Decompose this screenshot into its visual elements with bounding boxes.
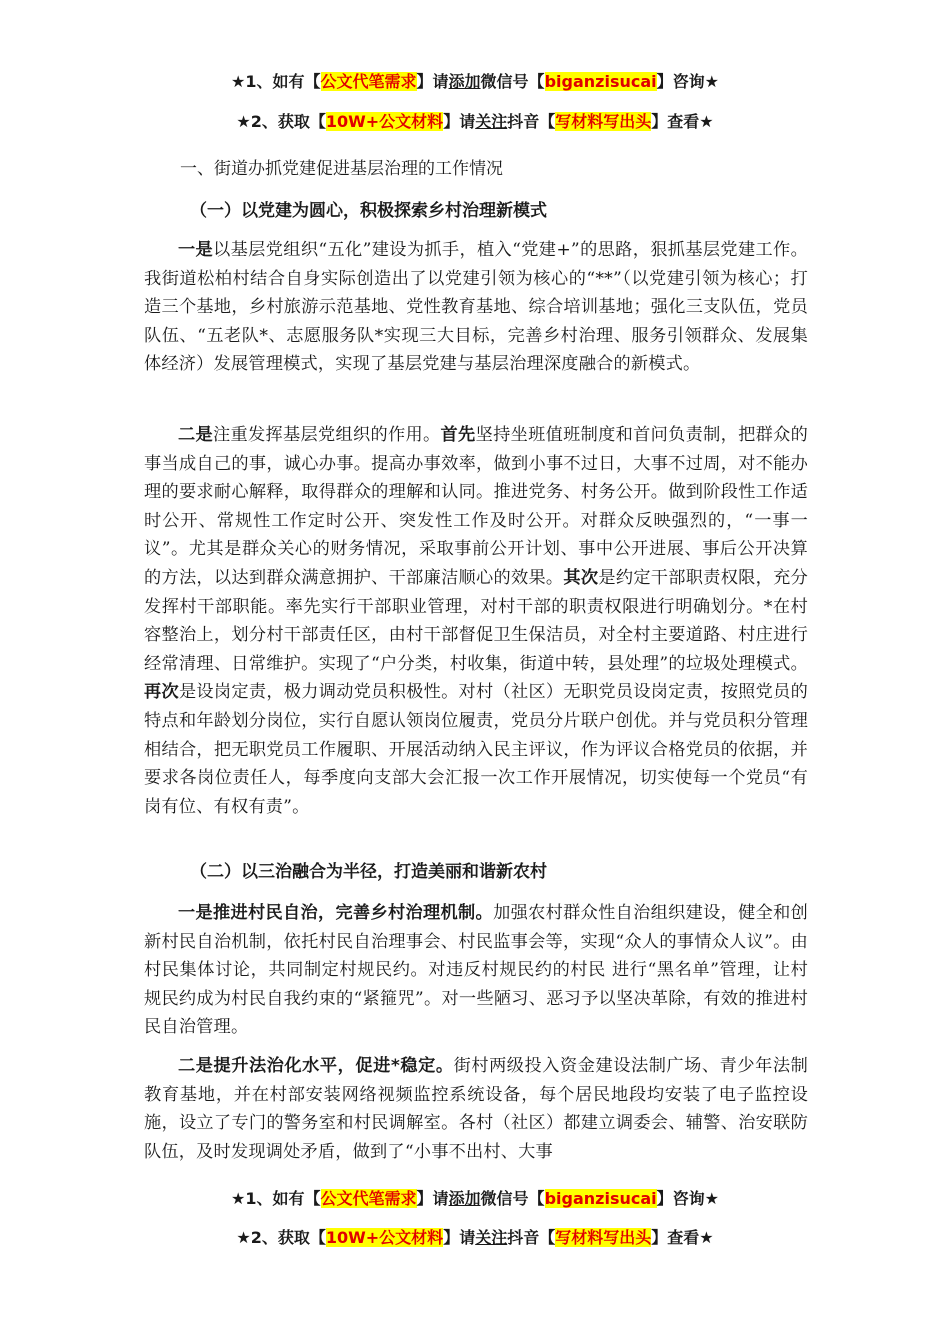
banner-underline-text: 添加 [448,72,481,91]
banner-highlight: 10W+公文材料 [325,1228,444,1247]
paragraph-text: 是设岗定责，极力调动党员积极性。对村（社区）无职党员设岗定责，按照党员的特点和年龄划分岗位，实行自愿认领岗位履责，党员分片联户创优。并与党员积分管理相结合，把无职党员工作履职、开展活动纳入民主评议，作为评议合格党员的依据，并要求各岗位责任人，每季度向支部大会汇报一次工作开展情况，切实使每一个党员“有岗有位、有权有责”。 [144,682,808,817]
paragraph-lead: 一是 [178,240,214,260]
banner-text: 微信号【 [480,72,545,91]
banner-text: ★1、如有【 [231,72,321,91]
banner-text: 】请 [416,1189,449,1208]
paragraph-text: 坚持坐班值班制度和首问负责制，把群众的事当成自己的事，诚心办事。提高办事效率，做到小事不过日，大事不过周，对不能办理的要求耐心解释，取得群众的理解和认同。推进党务、村务公开。做到阶段性工作适时公开、常规性工作定时公开、突发性工作及时公开。对群众反映强烈的，“一事一议”。尤其是群众关心的财务情况，采取事前公开计划、事中公开进展、事后公开决算的方法，以达到群众满意拥护、干部廉洁顺心的效果。 [144,425,808,588]
paragraph-text: 注重发挥基层党组织的作用。 [213,425,441,445]
banner-text: 】查看★ [651,112,714,131]
paragraph-text: 街村两级投入资金建设法制广场、青少年法制教育基地，并在村部安装网络视频监控系统设备，每个居民地段均安装了电子监控设施，设立了专门的警务室和村民调解室。各村（社区）都建立调委会、辅警、治安联防队伍，及时发现调处矛盾，做到了“小事不出村、大事 [144,1056,808,1162]
subsection-title-1: （一）以党建为圆心，积极探索乡村治理新模式 [190,201,547,221]
banner-highlight: biganzisucai [544,1189,657,1208]
paragraph-keyword: 再次 [144,682,179,703]
paragraph-1 [144,236,808,379]
paragraph-keyword: 其次 [563,567,599,588]
paragraph-keyword: 首先 [440,425,476,445]
banner-text: ★2、获取【 [236,112,326,131]
banner-line-1-bottom [0,1187,950,1211]
banner-underline-text: 关注 [475,112,508,131]
banner-text: 】查看★ [651,1228,714,1247]
banner-text: ★2、获取【 [236,1228,326,1247]
banner-line-2-top [0,110,950,134]
paragraph-lead: 二是 [178,425,214,445]
subsection-title-2: （二）以三治融合为半径，打造美丽和谐新农村 [190,862,547,882]
banner-underline-text: 添加 [448,1189,481,1208]
paragraph-text: 以基层党组织“五化”建设为抓手，植入“党建+”的思路，狠抓基层党建工作。我街道松柏村结合自身实际创造出了以党建引领为核心的“**”（以党建引领为核心；打造三个基地，乡村旅游示范基地、党性教育基地、综合培训基地；强化三支队伍，党员队伍、“五老队*、志愿服务队*实现三大目标，完善乡村治理、服务引领群众、发展集体经济）发展管理模式，实现了基层党建与基层治理深度融合的新模式。 [144,240,808,375]
paragraph-3 [144,899,808,1042]
section-title: 一、街道办抓党建促进基层治理的工作情况 [180,159,503,179]
banner-text: 】请 [416,72,449,91]
paragraph-2 [144,421,808,821]
banner-highlight: 写材料写出头 [555,112,652,131]
paragraph-text: 加强农村群众性自治组织建设，健全和创新村民自治机制，依托村民自治理事会、村民监事会等，实现“众人的事情众人议”。由村民集体讨论，共同制定村规民约。对违反村规民约的村民 进行“黑名单”管理，让村规民约成为村民自我约束的“紧箍咒”。对一些陋习、恶习予以坚决革除，有效的推进村民自治管理。 [144,903,808,1038]
banner-underline-text: 关注 [475,1228,508,1247]
paragraph-lead: 二是提升法治化水平，促进*稳定。 [178,1056,454,1076]
banner-highlight: 公文代笔需求 [320,1189,417,1208]
banner-text: 抖音【 [507,112,556,131]
banner-text: 微信号【 [480,1189,545,1208]
banner-highlight: 公文代笔需求 [320,72,417,91]
banner-highlight: biganzisucai [544,72,657,91]
banner-highlight: 写材料写出头 [555,1228,652,1247]
banner-text: ★1、如有【 [231,1189,321,1208]
paragraph-lead: 一是推进村民自治，完善乡村治理机制。 [178,903,494,923]
banner-line-2-bottom [0,1226,950,1250]
banner-text: 】咨询★ [656,1189,719,1208]
banner-text: 】咨询★ [656,72,719,91]
banner-highlight: 10W+公文材料 [325,112,444,131]
banner-text: 抖音【 [507,1228,556,1247]
banner-text: 】请 [443,1228,476,1247]
paragraph-text: 是约定干部职责权限，充分发挥村干部职能。率先实行干部职业管理，对村干部的职责权限进行明确划分。*在村容整治上，划分村干部责任区，由村干部督促卫生保洁员，对全村主要道路、村庄进行经常清理、日常维护。实现了“户分类，村收集，街道中转，县处理”的垃圾处理模式。 [144,567,808,674]
paragraph-4 [144,1052,808,1166]
banner-line-1-top [0,70,950,94]
banner-text: 】请 [443,112,476,131]
